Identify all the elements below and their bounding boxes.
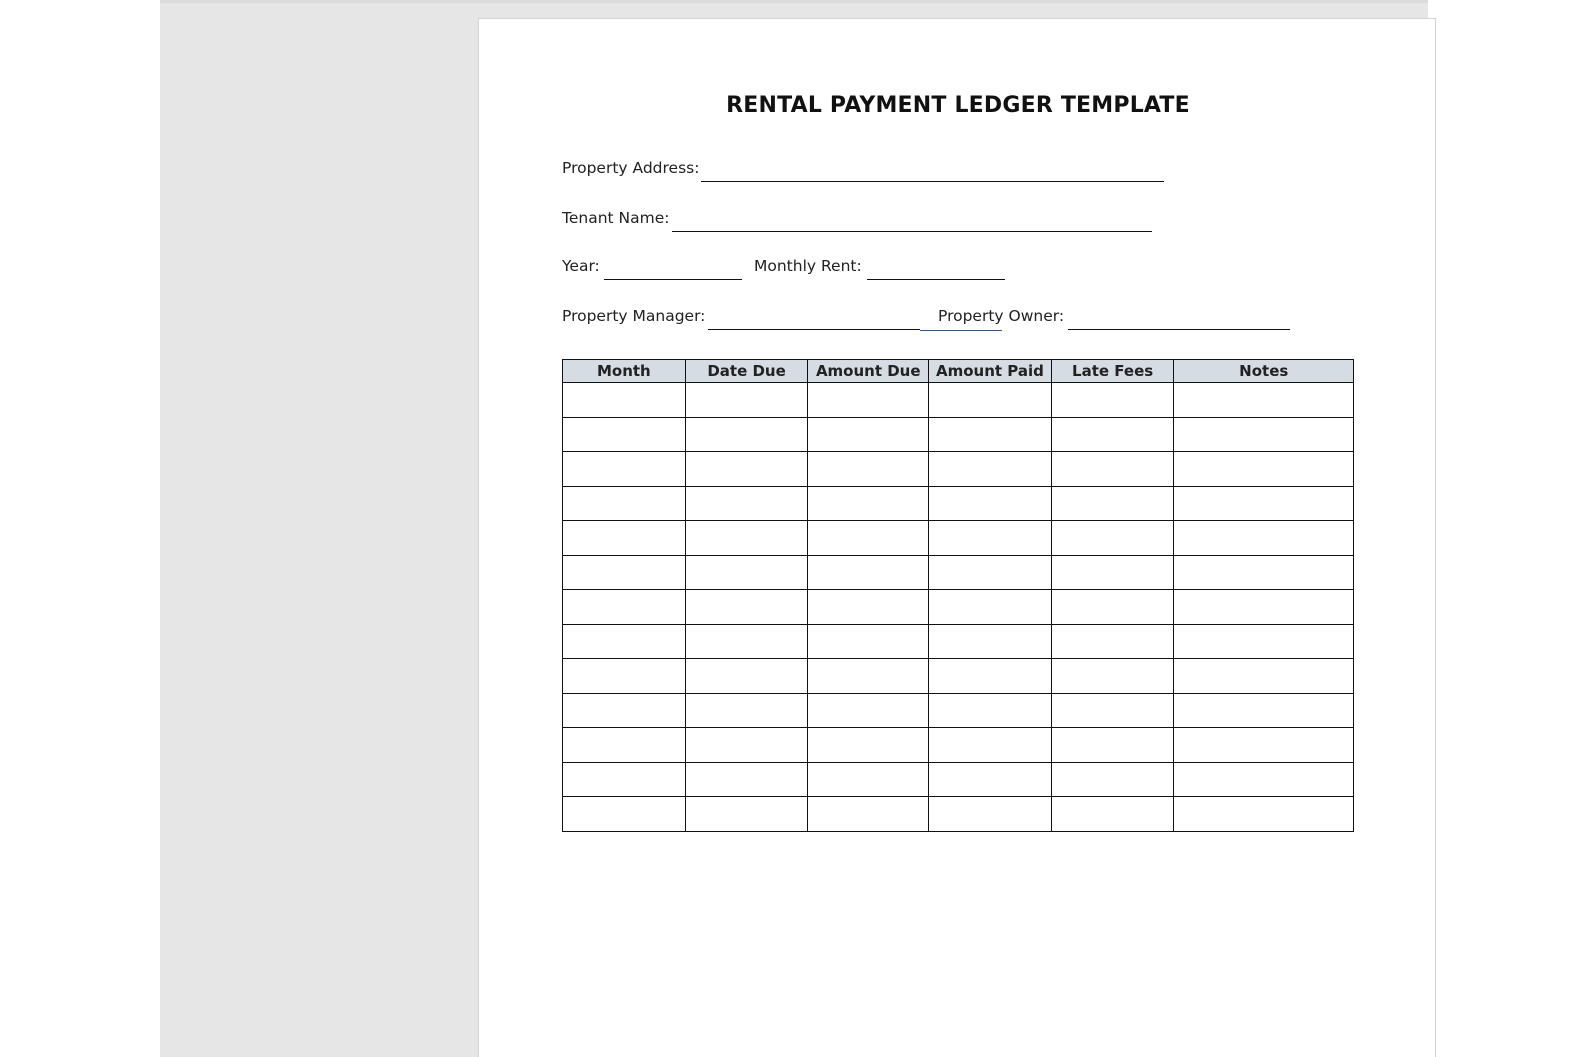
table-cell[interactable] (929, 521, 1052, 556)
table-cell[interactable] (685, 693, 808, 728)
table-cell[interactable] (685, 762, 808, 797)
table-cell[interactable] (808, 555, 929, 590)
table-cell[interactable] (1174, 762, 1354, 797)
table-cell[interactable] (1051, 693, 1174, 728)
table-row (563, 383, 1354, 418)
table-row (563, 486, 1354, 521)
property-manager-line[interactable] (708, 329, 920, 330)
table-row (563, 728, 1354, 763)
table-cell[interactable] (685, 383, 808, 418)
table-row (563, 590, 1354, 625)
table-cell[interactable] (563, 521, 686, 556)
table-cell[interactable] (929, 417, 1052, 452)
table-cell[interactable] (1051, 383, 1174, 418)
table-cell[interactable] (685, 417, 808, 452)
table-row (563, 762, 1354, 797)
table-cell[interactable] (808, 624, 929, 659)
table-row (563, 693, 1354, 728)
year-label: Year: (562, 257, 600, 275)
property-manager-label: Property Manager: (562, 307, 706, 325)
table-cell[interactable] (685, 521, 808, 556)
table-cell[interactable] (929, 659, 1052, 694)
table-cell[interactable] (563, 797, 686, 832)
ledger-body (563, 383, 1354, 832)
table-cell[interactable] (563, 555, 686, 590)
header-date-due: Date Due (685, 360, 808, 383)
table-cell[interactable] (808, 693, 929, 728)
table-cell[interactable] (563, 693, 686, 728)
property-owner-spellcheck-underline (920, 330, 1002, 331)
table-cell[interactable] (1051, 555, 1174, 590)
header-month: Month (563, 360, 686, 383)
table-cell[interactable] (1174, 797, 1354, 832)
table-cell[interactable] (1051, 797, 1174, 832)
table-cell[interactable] (1051, 417, 1174, 452)
document-title: RENTAL PAYMENT LEDGER TEMPLATE (726, 93, 1190, 118)
table-cell[interactable] (563, 659, 686, 694)
header-notes: Notes (1174, 360, 1354, 383)
table-cell[interactable] (563, 383, 686, 418)
table-cell[interactable] (563, 486, 686, 521)
table-cell[interactable] (1174, 383, 1354, 418)
table-cell[interactable] (685, 728, 808, 763)
property-owner-line[interactable] (1068, 329, 1290, 330)
table-cell[interactable] (685, 555, 808, 590)
table-cell[interactable] (808, 383, 929, 418)
ledger-header-row (563, 360, 1354, 383)
table-cell[interactable] (1051, 762, 1174, 797)
table-cell[interactable] (685, 590, 808, 625)
table-cell[interactable] (1051, 590, 1174, 625)
table-cell[interactable] (1051, 452, 1174, 487)
table-cell[interactable] (1174, 486, 1354, 521)
table-cell[interactable] (929, 590, 1052, 625)
table-row (563, 452, 1354, 487)
table-cell[interactable] (808, 762, 929, 797)
header-amount-due: Amount Due (808, 360, 929, 383)
table-cell[interactable] (1174, 555, 1354, 590)
table-cell[interactable] (929, 762, 1052, 797)
tenant-name-line[interactable] (672, 231, 1152, 232)
table-cell[interactable] (685, 797, 808, 832)
monthly-rent-label: Monthly Rent: (754, 257, 862, 275)
table-cell[interactable] (563, 590, 686, 625)
table-cell[interactable] (929, 555, 1052, 590)
table-row (563, 797, 1354, 832)
table-cell[interactable] (685, 659, 808, 694)
table-cell[interactable] (1051, 486, 1174, 521)
table-cell[interactable] (1174, 693, 1354, 728)
table-row (563, 417, 1354, 452)
table-cell[interactable] (808, 728, 929, 763)
table-cell[interactable] (808, 590, 929, 625)
table-cell[interactable] (929, 693, 1052, 728)
table-cell[interactable] (1174, 590, 1354, 625)
table-cell[interactable] (929, 383, 1052, 418)
table-cell[interactable] (1051, 728, 1174, 763)
table-row (563, 624, 1354, 659)
table-cell[interactable] (929, 797, 1052, 832)
property-address-line[interactable] (701, 181, 1164, 182)
header-late-fees: Late Fees (1051, 360, 1174, 383)
table-cell[interactable] (685, 486, 808, 521)
table-cell[interactable] (685, 452, 808, 487)
property-owner-label: Property Owner: (938, 307, 1065, 325)
table-row (563, 555, 1354, 590)
table-cell[interactable] (1174, 417, 1354, 452)
table-cell[interactable] (563, 624, 686, 659)
table-cell[interactable] (1051, 624, 1174, 659)
table-cell[interactable] (1174, 452, 1354, 487)
tenant-name-label: Tenant Name: (562, 209, 670, 227)
table-cell[interactable] (563, 452, 686, 487)
table-cell[interactable] (929, 452, 1052, 487)
table-cell[interactable] (563, 728, 686, 763)
header-amount-paid: Amount Paid (929, 360, 1052, 383)
table-cell[interactable] (1174, 521, 1354, 556)
year-line[interactable] (604, 279, 742, 280)
table-row (563, 521, 1354, 556)
table-cell[interactable] (563, 417, 686, 452)
document-viewer (160, 0, 1428, 1057)
table-cell[interactable] (808, 797, 929, 832)
table-row (563, 659, 1354, 694)
table-cell[interactable] (808, 659, 929, 694)
table-cell[interactable] (1174, 659, 1354, 694)
table-cell[interactable] (808, 486, 929, 521)
table-cell[interactable] (808, 417, 929, 452)
table-cell[interactable] (563, 762, 686, 797)
document-page (478, 18, 1436, 1057)
table-cell[interactable] (929, 728, 1052, 763)
table-cell[interactable] (808, 521, 929, 556)
table-cell[interactable] (685, 624, 808, 659)
table-cell[interactable] (1051, 521, 1174, 556)
table-cell[interactable] (1174, 728, 1354, 763)
viewer-top-edge (160, 0, 1428, 3)
monthly-rent-line[interactable] (867, 279, 1005, 280)
property-address-label: Property Address: (562, 159, 700, 177)
table-cell[interactable] (929, 624, 1052, 659)
table-cell[interactable] (929, 486, 1052, 521)
ledger-table (562, 359, 1354, 832)
table-cell[interactable] (1174, 624, 1354, 659)
table-cell[interactable] (808, 452, 929, 487)
table-cell[interactable] (1051, 659, 1174, 694)
